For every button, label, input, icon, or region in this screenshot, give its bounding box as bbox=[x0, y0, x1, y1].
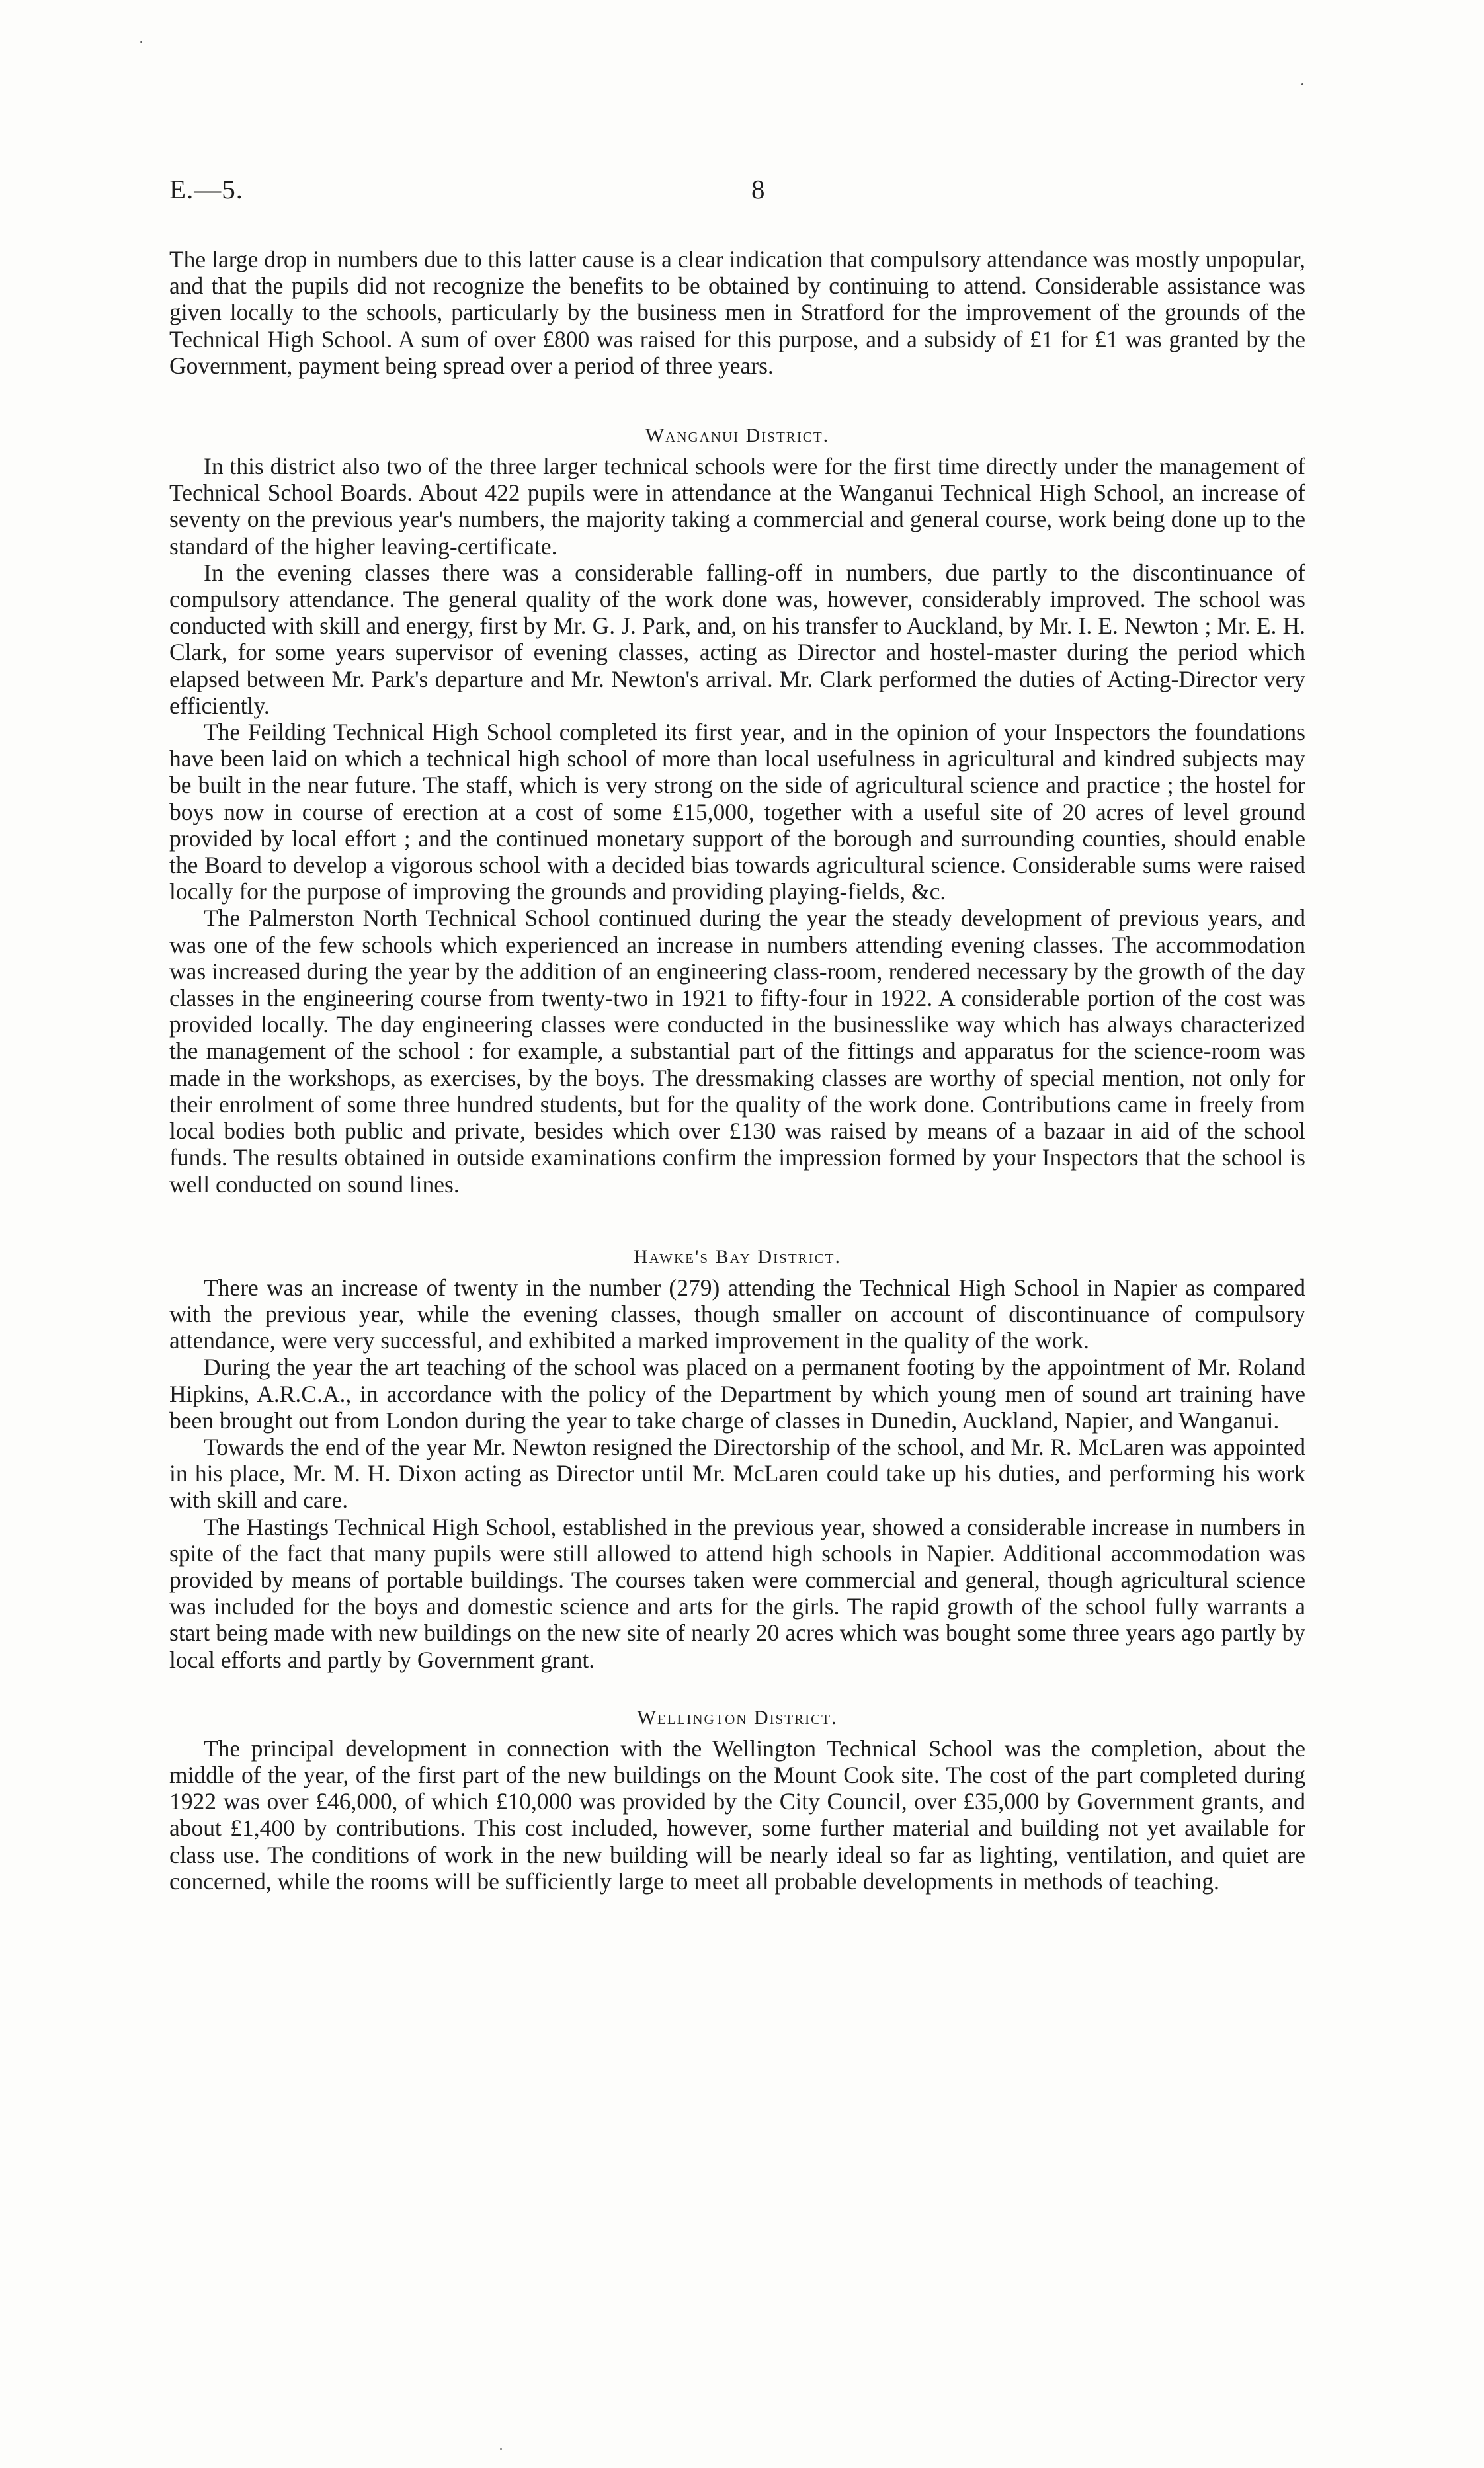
intro-section bbox=[169, 246, 1305, 379]
scan-speck bbox=[140, 41, 142, 43]
paragraph: Towards the end of the year Mr. Newton resigned the Directorship of the school, and Mr. R. McLaren was appointed in his place, Mr. M. H. Dixon acting as Director until Mr. McLaren could take up his duties, and performing his work with skill and care. bbox=[169, 1433, 1305, 1514]
section-heading: Hawke's Bay District. bbox=[634, 1245, 841, 1268]
section-heading: Wanganui District. bbox=[645, 425, 830, 447]
scan-speck bbox=[500, 2448, 502, 2450]
scan-speck bbox=[1301, 83, 1303, 85]
paragraph: The Palmerston North Technical School continued during the year the steady development of previous years, and was one of the few schools which experienced an increase in numbers attending evening classes. The accommodation was increased during the year by the addition of an engineering class-room, rendered necessary by the growth of the day classes in the engineering course from twenty-two in 1921 to fifty-four in 1922. A considerable portion of the cost was provided locally. The day engineering classes were conducted in the businesslike way which has always characterized the management of the school : for example, a substantial part of the fittings and apparatus for the science-room was made in the workshops, as exercises, by the boys. The dressmaking classes are worthy of special mention, not only for their enrolment of some three hundred students, but for the quality of the work done. Contributions came in freely from local bodies both public and private, besides which over £130 was raised by means of a bazaar in aid of the school funds. The results obtained in outside examinations confirm the impression formed by your Inspectors that the school is well conducted on sound lines. bbox=[169, 905, 1305, 1198]
paragraph: The Hastings Technical High School, established in the previous year, showed a considerable increase in numbers in spite of the fact that many pupils were still allowed to attend high schools in Napier. Additional accommodation was provided by means of portable buildings. The courses taken were commercial and general, though agricultural science was included for the boys and domestic science and arts for the girls. The rapid growth of the school fully warrants a start being made with new buildings on the new site of nearly 20 acres which was bought some three years ago partly by local efforts and partly by Government grant. bbox=[169, 1513, 1305, 1673]
document-reference: E.—5. bbox=[169, 174, 244, 204]
document-body bbox=[169, 246, 1305, 1895]
hawkes-bay-section bbox=[169, 1244, 1305, 1673]
wellington-section bbox=[169, 1705, 1305, 1895]
page-header bbox=[169, 173, 1305, 213]
paragraph: In this district also two of the three larger technical schools were for the first time directly under the management of Technical School Boards. About 422 pupils were in attendance at the Wanganui Technical High School, an increase of seventy on the previous year's numbers, the majority taking a commercial and general course, work being done up to the standard of the higher leaving-certificate. bbox=[169, 453, 1305, 559]
section-heading: Wellington District. bbox=[637, 1706, 838, 1729]
paragraph: In the evening classes there was a considerable falling-off in numbers, due partly to the discontinuance of compulsory attendance. The general quality of the work done was, however, considerably improved. The school was conducted with skill and energy, first by Mr. G. J. Park, and, on his transfer to Auckland, by Mr. I. E. Newton ; Mr. E. H. Clark, for some years supervisor of evening classes, acting as Director and hostel-master during the period which elapsed between Mr. Park's departure and Mr. Newton's arrival. Mr. Clark performed the duties of Acting-Director very efficiently. bbox=[169, 559, 1305, 719]
page-number: 8 bbox=[751, 174, 765, 204]
paragraph: The large drop in numbers due to this latter cause is a clear indication that compulsory attendance was mostly unpopular, and that the pupils did not recognize the benefits to be obtained by continuing to attend. Considerable assistance was given locally to the schools, particularly by the business men in Stratford for the improvement of the grounds of the Technical High School. A sum of over £800 was raised for this purpose, and a subsidy of £1 for £1 was granted by the Government, payment being spread over a period of three years. bbox=[169, 246, 1305, 379]
paragraph: The principal development in connection with the Wellington Technical School was the completion, about the middle of the year, of the first part of the new buildings on the Mount Cook site. The cost of the part completed during 1922 was over £46,000, of which £10,000 was provided by the City Council, over £35,000 by Government grants, and about £1,400 by contributions. This cost included, however, some further material and building not yet available for class use. The conditions of work in the new building will be nearly ideal so far as lighting, ventilation, and quiet are concerned, while the rooms will be sufficiently large to meet all probable developments in methods of teaching. bbox=[169, 1735, 1305, 1895]
paragraph: There was an increase of twenty in the number (279) attending the Technical High School in Napier as compared with the previous year, while the evening classes, though smaller on account of discontinuance of compulsory attendance, were very successful, and exhibited a marked improvement in the quality of the work. bbox=[169, 1274, 1305, 1354]
paragraph: During the year the art teaching of the school was placed on a permanent footing by the appointment of Mr. Roland Hipkins, A.R.C.A., in accordance with the policy of the Department by which young men of sound art training have been brought out from London during the year to take charge of classes in Dunedin, Auckland, Napier, and Wanganui. bbox=[169, 1354, 1305, 1434]
wanganui-section bbox=[169, 423, 1305, 1198]
paragraph: The Feilding Technical High School completed its first year, and in the opinion of your Inspectors the foundations have been laid on which a technical high school of more than local usefulness in agricultural and kindred subjects may be built in the near future. The staff, which is very strong on the side of agricultural science and practice ; the hostel for boys now in course of erection at a cost of some £15,000, together with a useful site of 20 acres of level ground provided by local effort ; and the continued monetary support of the borough and surrounding counties, should enable the Board to develop a vigorous school with a decided bias towards agricultural science. Considerable sums were raised locally for the purpose of improving the grounds and providing playing-fields, &c. bbox=[169, 719, 1305, 905]
